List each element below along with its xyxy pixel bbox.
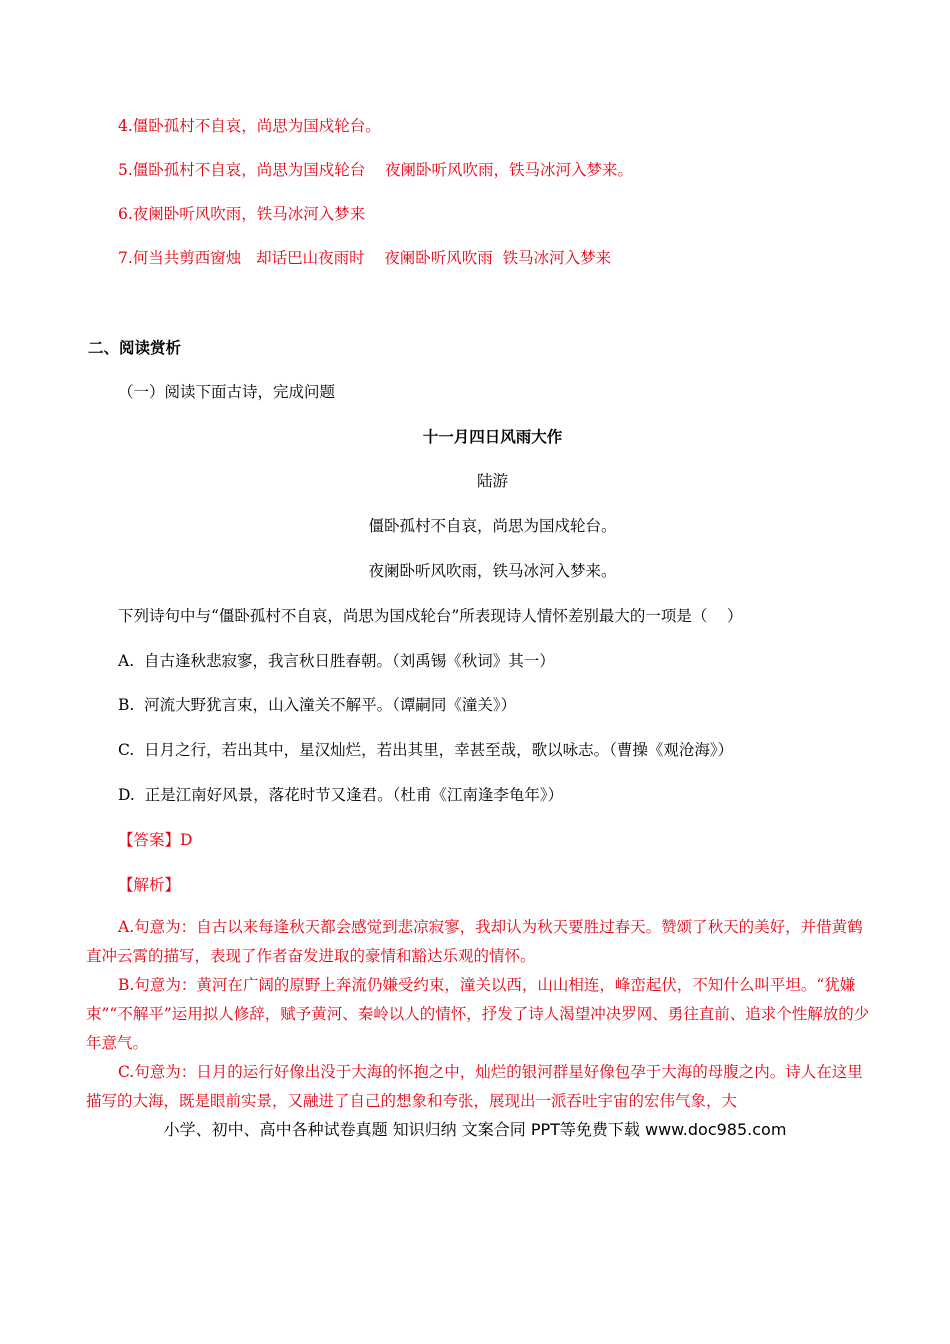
answer-line-4: 4.僵卧孤村不自哀，尚思为国戍轮台。 [118,117,381,135]
analysis-label: 【解析】 [118,876,181,894]
poem-line-2: 夜阑卧听风吹雨，铁马冰河入梦来。 [368,562,617,580]
analysis-b: B.句意为：黄河在广阔的原野上奔流仍嫌受约束，潼关以西，山山相连，峰峦起伏，不知什么叫平坦。“犹嫌束”“不解平”运用拟人修辞，赋予黄河、秦岭以人的情怀，抒发了诗人渴望冲决罗网、勇往直前、追求个性解放的少年意气。 [86,976,870,1052]
analysis-c: C.句意为：日月的运行好像出没于大海的怀抱之中，灿烂的银河群星好像包孕于大海的母腹之内。诗人在这里描写的大海，既是眼前实景，又融进了自己的想象和夸张，展现出一派吞吐宇宙的宏伟气象，大 [86,1063,863,1110]
answer-line-6: 6.夜阑卧听风吹雨，铁马冰河入梦来 [118,205,366,223]
option-d: D. 正是江南好风景，落花时节又逢君。（杜甫《江南逢李龟年》） [118,786,564,804]
answer-line-7: 7.何当共剪西窗烛 却话巴山夜雨时 夜阑卧听风吹雨 铁马冰河入梦来 [118,249,612,267]
poem-author: 陆游 [476,472,508,490]
subsection-title: （一）阅读下面古诗，完成问题 [118,383,336,401]
answer-value: D [180,831,193,849]
answer-row [118,830,192,850]
section-title: 二、阅读赏析 [88,339,182,357]
answer-line-5: 5.僵卧孤村不自哀，尚思为国戍轮台 夜阑卧听风吹雨，铁马冰河入梦来。 [118,161,633,179]
poem-title: 十一月四日风雨大作 [422,428,563,446]
option-a: A. 自古逢秋悲寂寥，我言秋日胜春朝。（刘禹锡《秋词》其一） [118,652,555,670]
option-b: B. 河流大野犹言束，山入潼关不解平。（谭嗣同《潼关》） [118,696,517,714]
analysis-a: A.句意为：自古以来每逢秋天都会感觉到悲凉寂寥，我却认为秋天要胜过春天。赞颂了秋天的美好，并借黄鹤直冲云霄的描写，表现了作者奋发进取的豪情和豁达乐观的情怀。 [86,918,863,965]
option-c: C. 日月之行，若出其中，星汉灿烂，若出其里，幸甚至哉，歌以咏志。（曹操《观沧海》） [118,741,734,759]
question-stem: 下列诗句中与“僵卧孤村不自哀，尚思为国戍轮台”所表现诗人情怀差别最大的一项是（ ） [118,607,743,625]
poem-line-1: 僵卧孤村不自哀，尚思为国戍轮台。 [368,517,617,535]
page-footer: 小学、初中、高中各种试卷真题 知识归纳 文案合同 PPT等免费下载 www.doc985.com [163,1120,787,1139]
answer-label: 【答案】 [118,831,181,849]
